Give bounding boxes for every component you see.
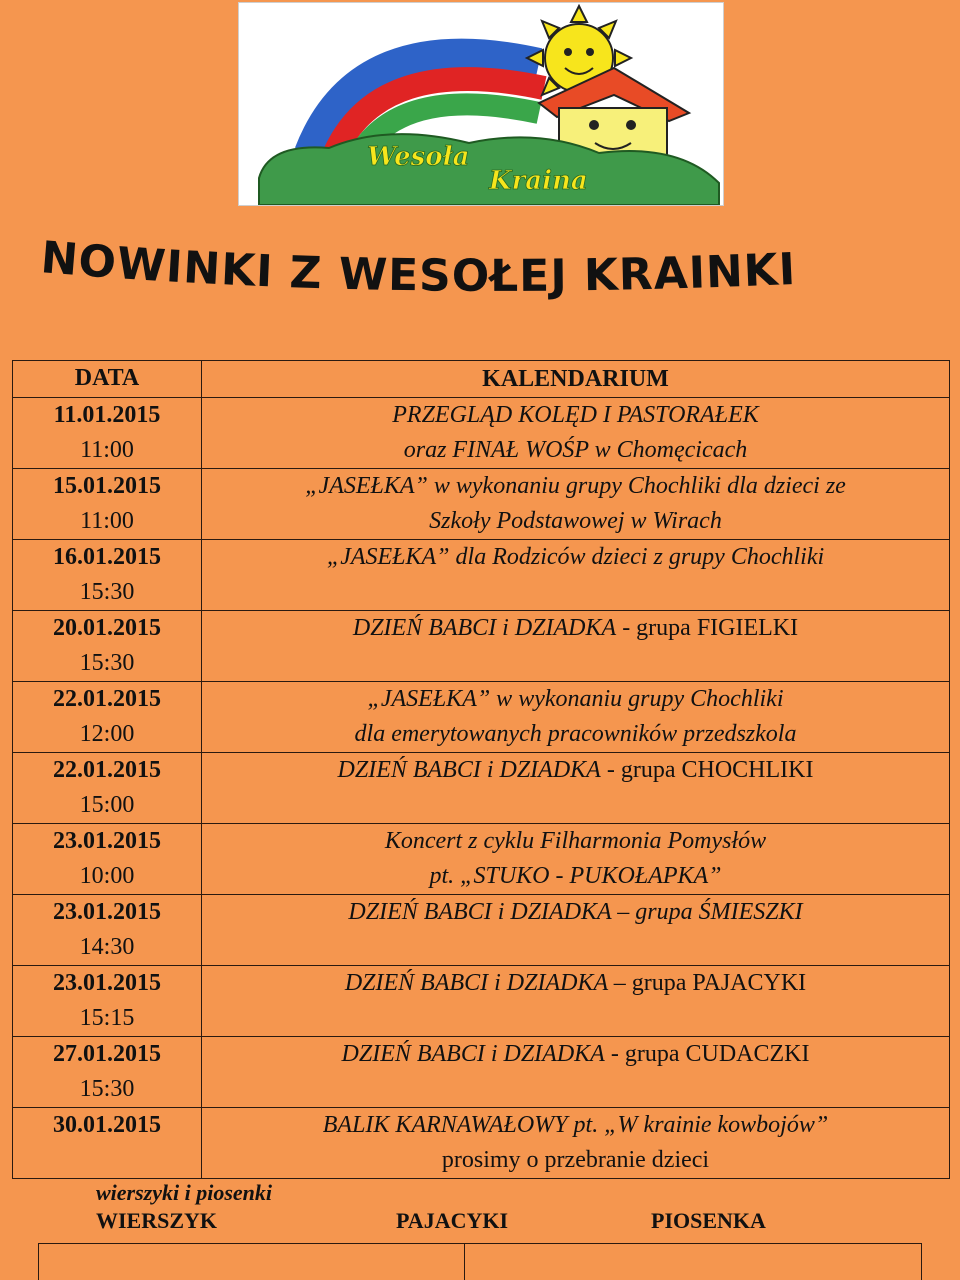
- event-group: grupa PAJACYKI: [625, 970, 807, 996]
- svg-text:NOWINKI Z WESOŁEJ KRAINKI: [39, 232, 797, 302]
- row-time: 11:00: [80, 437, 134, 463]
- row-event-cell: [202, 753, 950, 824]
- row-event-cell: [202, 1037, 950, 1108]
- event-line: [202, 1037, 949, 1072]
- row-date-cell: [13, 1037, 202, 1108]
- event-text: Koncert z cyklu Filharmonia Pomysłów: [384, 828, 767, 854]
- event-line: [202, 398, 949, 433]
- event-group: - grupa CUDACZKI: [604, 1041, 810, 1067]
- header-date: DATA: [13, 361, 202, 398]
- event-group: - grupa CHOCHLIKI: [600, 757, 814, 783]
- row-date-cell: [13, 611, 202, 682]
- event-line: [202, 824, 949, 859]
- table-row: [13, 753, 950, 824]
- row-event-cell: [202, 824, 950, 895]
- event-text: dla emerytowanych pracowników przedszkola: [354, 721, 797, 747]
- row-event-cell: [202, 398, 950, 469]
- row-date: 23.01.2015: [53, 970, 161, 996]
- logo-text-kraina: Kraina: [489, 166, 588, 196]
- logo-illustration: [239, 3, 723, 205]
- row-date: 22.01.2015: [53, 686, 161, 712]
- event-text: DZIEŃ BABCI i DZIADKA –: [344, 970, 626, 996]
- event-text: Szkoły Podstawowej w Wirach: [429, 508, 722, 534]
- event-text: DZIEŃ BABCI i DZIADKA – grupa ŚMIESZKI: [348, 899, 803, 925]
- row-event-cell: [202, 540, 950, 611]
- row-date: 16.01.2015: [53, 544, 161, 570]
- row-time: 11:00: [80, 508, 134, 534]
- table-row: [13, 611, 950, 682]
- event-text: PRZEGLĄD KOLĘD I PASTORAŁEK: [392, 402, 759, 428]
- footer-col-pajacyki: PAJACYKI: [396, 1208, 509, 1233]
- row-date: 11.01.2015: [53, 402, 161, 428]
- footer-col-wierszyk: WIERSZYK: [96, 1208, 218, 1233]
- event-line: [202, 717, 949, 752]
- table-row: [13, 469, 950, 540]
- row-time: 15:30: [79, 1076, 135, 1102]
- event-line: [202, 966, 949, 1001]
- event-text: DZIEŃ BABCI i DZIADKA: [337, 757, 601, 783]
- row-event-cell: [202, 966, 950, 1037]
- event-line: [202, 504, 949, 539]
- table-row: [13, 895, 950, 966]
- calendar-table: [12, 360, 950, 1179]
- event-text: „JASEŁKA” dla Rodziców dzieci z grupy Chochliki: [326, 544, 825, 570]
- row-time: 15:15: [79, 1005, 135, 1031]
- row-event-cell: [202, 469, 950, 540]
- row-date: 20.01.2015: [53, 615, 161, 641]
- row-date: 23.01.2015: [53, 899, 161, 925]
- row-time: 14:30: [79, 934, 135, 960]
- row-date-cell: [13, 469, 202, 540]
- event-text: „JASEŁKA” w wykonaniu grupy Chochliki dla dzieci ze: [305, 473, 846, 499]
- row-date-cell: [13, 682, 202, 753]
- event-text: oraz FINAŁ WOŚP w Chomęcicach: [403, 437, 748, 463]
- event-group: - grupa FIGIELKI: [616, 615, 799, 641]
- row-event-cell: [202, 895, 950, 966]
- page-title: [30, 232, 930, 322]
- row-date-cell: [13, 824, 202, 895]
- footer-box: [38, 1243, 922, 1280]
- event-text: pt. „STUKO - PUKOŁAPKA”: [429, 863, 722, 889]
- row-time: 10:00: [79, 863, 135, 889]
- event-line: [202, 682, 949, 717]
- event-text: BALIK KARNAWAŁOWY pt. „W krainie kowbojów”: [322, 1112, 829, 1138]
- table-row: [13, 398, 950, 469]
- row-date-cell: [13, 1108, 202, 1179]
- header-kalendarium: KALENDARIUM: [202, 361, 950, 398]
- logo-text-wesola: Wesoła: [367, 142, 470, 172]
- row-date: 23.01.2015: [53, 828, 161, 854]
- row-date: 22.01.2015: [53, 757, 161, 783]
- event-note: prosimy o przebranie dzieci: [441, 1147, 710, 1173]
- row-date-cell: [13, 398, 202, 469]
- row-event-cell: [202, 611, 950, 682]
- row-date-cell: [13, 753, 202, 824]
- row-date-cell: [13, 895, 202, 966]
- event-line: [202, 859, 949, 894]
- event-line: [202, 469, 949, 504]
- row-event-cell: [202, 1108, 950, 1179]
- row-date-cell: [13, 966, 202, 1037]
- event-text: DZIEŃ BABCI i DZIADKA: [341, 1041, 605, 1067]
- table-row: [13, 966, 950, 1037]
- row-time: 15:30: [79, 579, 135, 605]
- event-line: [202, 433, 949, 468]
- row-time: 15:30: [79, 650, 135, 676]
- table-row: [13, 682, 950, 753]
- row-time: 12:00: [79, 721, 135, 747]
- footer-col-piosenka: PIOSENKA: [651, 1208, 766, 1233]
- event-text: „JASEŁKA” w wykonaniu grupy Chochliki: [367, 686, 784, 712]
- event-line: [202, 540, 949, 575]
- row-date: 15.01.2015: [53, 473, 161, 499]
- event-line: [202, 611, 949, 646]
- table-row: [13, 540, 950, 611]
- footer-subtitle: wierszyki i piosenki: [96, 1180, 273, 1205]
- table-row: [13, 824, 950, 895]
- row-date-cell: [13, 540, 202, 611]
- headline-text: NOWINKI Z WESOŁEJ KRAINKI: [38, 232, 798, 302]
- row-date: 30.01.2015: [53, 1112, 161, 1138]
- row-time: 15:00: [79, 792, 135, 818]
- table-row: [13, 1108, 950, 1179]
- event-line: [202, 1108, 949, 1143]
- event-line: [202, 895, 949, 930]
- event-text: DZIEŃ BABCI i DZIADKA: [352, 615, 617, 641]
- table-row: [13, 1037, 950, 1108]
- event-line: [202, 753, 949, 788]
- row-event-cell: [202, 682, 950, 753]
- row-date: 27.01.2015: [53, 1041, 161, 1067]
- logo-wesola-kraina: [238, 2, 724, 206]
